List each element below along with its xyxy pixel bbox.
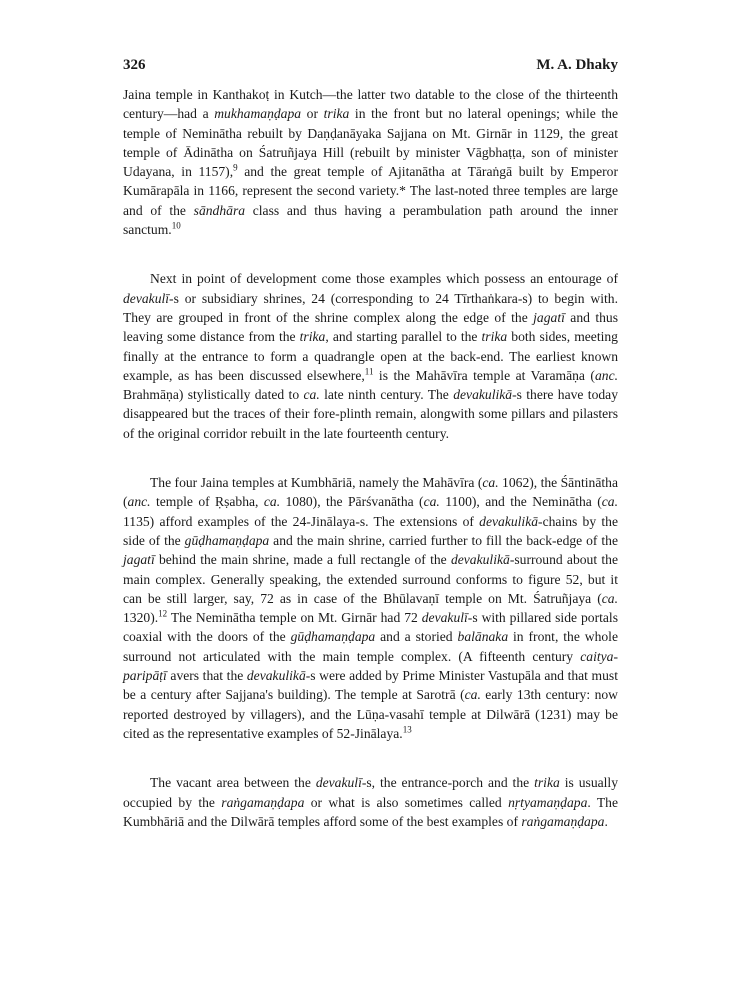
paragraph-1 <box>123 85 618 239</box>
text-run: and the main shrine, carried further to fill the back-edge of the <box>269 532 618 548</box>
text-run: -s were added by Prime Minister Vastupāla and that must be a century after Sajjana's building). The temple at Sarotrā ( <box>123 668 618 703</box>
italic-term: devakulikā <box>453 387 513 403</box>
italic-term: ca. <box>601 494 618 510</box>
italic-term: jagatī <box>123 552 155 568</box>
italic-term: raṅgamaṇḍapa <box>521 813 605 829</box>
running-author: M. A. Dhaky <box>536 57 618 73</box>
text-run: -s there have today disappeared but the traces of their fore-plinth remain, alongwith some pillars and pilasters of the original corridor rebuilt in the late fourteenth century. <box>123 387 618 441</box>
text-run: in front, the whole surround not articulated with the main temple complex. (A fifteenth century <box>123 629 618 664</box>
italic-term: anc. <box>127 494 151 510</box>
text-run: The four Jaina temples at Kumbhāriā, namely the Mahāvīra ( <box>150 475 483 491</box>
italic-term: sāndhāra <box>193 202 246 218</box>
italic-term: ca. <box>303 387 320 403</box>
italic-term: jagatī <box>533 309 565 325</box>
italic-term: balānaka <box>457 629 509 645</box>
text-run: , and starting parallel to the <box>325 329 482 345</box>
italic-term: anc. <box>594 367 618 383</box>
text-run: temple of Ṛṣabha, <box>150 494 264 510</box>
text-run: 1100), and the Neminātha ( <box>439 494 602 510</box>
italic-term: nṛtyamaṇḍapa <box>508 794 588 810</box>
italic-term: mukhamaṇḍapa <box>214 106 302 122</box>
text-run: -s, the entrance-porch and the <box>361 775 535 791</box>
italic-term: devakulikā <box>479 513 539 529</box>
text-run: avers that the <box>166 668 247 684</box>
text-run: The vacant area between the <box>150 775 316 791</box>
italic-term: trika <box>299 329 326 345</box>
paragraph-2 <box>123 269 618 443</box>
italic-term: gūḍhamaṇḍapa <box>184 532 270 548</box>
italic-term: devakulī <box>123 290 170 306</box>
text-run: in the front but no lateral openings; while the temple of Neminātha rebuilt by Daṇḍanāyaka Sajjana on Mt. Girnār in 1129, the great temple of Ādinātha on Śatruñjaya Hill (rebuilt by minister Vāgbhaṭṭa, son of minister Udayana, in 1157), <box>123 106 618 180</box>
italic-term: ca. <box>482 475 499 491</box>
footnote-ref: 11 <box>364 366 374 377</box>
italic-term: devakulī <box>315 775 362 791</box>
text-run: -surround about the main complex. Generally speaking, the extended surround conforms to figure 52, but it can be still larger, say, 72 as in case of the Bhūlavaṇī temple on Mt. Śatruñjaya ( <box>123 552 618 606</box>
italic-term: trika <box>534 775 560 791</box>
text-run: and thus leaving some distance from the <box>123 309 618 345</box>
text-run: or <box>301 106 324 122</box>
text-run: early 13th century: now reported destroyed by villagers), and the Lūṇa-vasahī temple at Dilwārā (1231) may be cited as the representative examples of 52-Jinālaya. <box>123 687 618 741</box>
italic-term: devakulī <box>421 610 468 626</box>
footnote-ref: 13 <box>402 724 412 735</box>
text-run: class and thus having a perambulation path around the inner sanctum. <box>123 202 618 238</box>
text-run: The Neminātha temple on Mt. Girnār had 72 <box>167 610 422 626</box>
text-run: 1080), the Pārśvanātha ( <box>280 494 424 510</box>
text-run: . The Kumbhāriā and the Dilwārā temples afford some of the best examples of <box>123 794 619 829</box>
italic-term: trika <box>481 329 508 345</box>
italic-term: trika <box>323 106 350 122</box>
italic-term: ca. <box>263 494 281 510</box>
text-run: Next in point of development come those examples which possess an entourage of <box>150 271 618 287</box>
text-run: late ninth century. The <box>319 387 454 403</box>
text-run: or what is also sometimes called <box>304 794 509 810</box>
text-run: is usually occupied by the <box>123 775 619 810</box>
text-run: both sides, meeting finally at the entrance to form a quadrangle open at the back-end. The earliest known example, as has been discussed elsewhere, <box>123 329 618 383</box>
italic-term: caitya-paripāṭī <box>123 648 618 684</box>
text-run: behind the main shrine, made a full rectangle of the <box>154 552 451 568</box>
paragraph-4 <box>123 773 618 831</box>
text-run: Jaina temple in Kanthakoṭ in Kutch—the latter two datable to the close of the thirteenth century—had a <box>123 87 618 122</box>
page-number: 326 <box>123 57 146 73</box>
italic-term: devakulikā <box>450 552 510 568</box>
text-run: is the Mahāvīra temple at Varamāṇa ( <box>373 367 595 383</box>
footnote-ref: 12 <box>158 608 168 619</box>
text-run: and a storied <box>375 629 458 645</box>
italic-term: gūḍhamaṇḍapa <box>290 629 376 645</box>
text-run: Brahmāṇa) stylistically dated to <box>123 387 304 403</box>
text-run: -s with pillared side portals coaxial with the doors of the <box>123 610 618 645</box>
text-run: 1135) afford examples of the 24-Jinālaya-s. The extensions of <box>123 513 480 529</box>
text-run: 1320). <box>123 610 159 626</box>
text-run: and the great temple of Ajitanātha at Tāraṅgā built by Emperor Kumārapāla in 1166, represent the second variety.* The last-noted three temples are large and of the <box>123 164 619 218</box>
italic-term: ca. <box>601 590 618 606</box>
footnote-ref: 9 <box>233 162 238 173</box>
italic-term: devakulikā <box>246 668 306 684</box>
text-run: -chains by the side of the <box>123 513 618 548</box>
italic-term: raṅgamaṇḍapa <box>221 794 305 810</box>
body-text <box>123 85 618 831</box>
italic-term: ca. <box>423 494 440 510</box>
italic-term: ca. <box>464 687 481 703</box>
running-header <box>123 57 618 74</box>
footnote-ref: 10 <box>171 220 181 231</box>
text-run: . <box>604 813 608 829</box>
paragraph-3 <box>123 473 618 743</box>
text-run: -s or subsidiary shrines, 24 (corresponding to 24 Tīrthaṅkara-s) to begin with. They are grouped in front of the shrine complex along the edge of the <box>123 290 618 325</box>
text-run: 1062), the Śāntinātha ( <box>123 475 618 510</box>
